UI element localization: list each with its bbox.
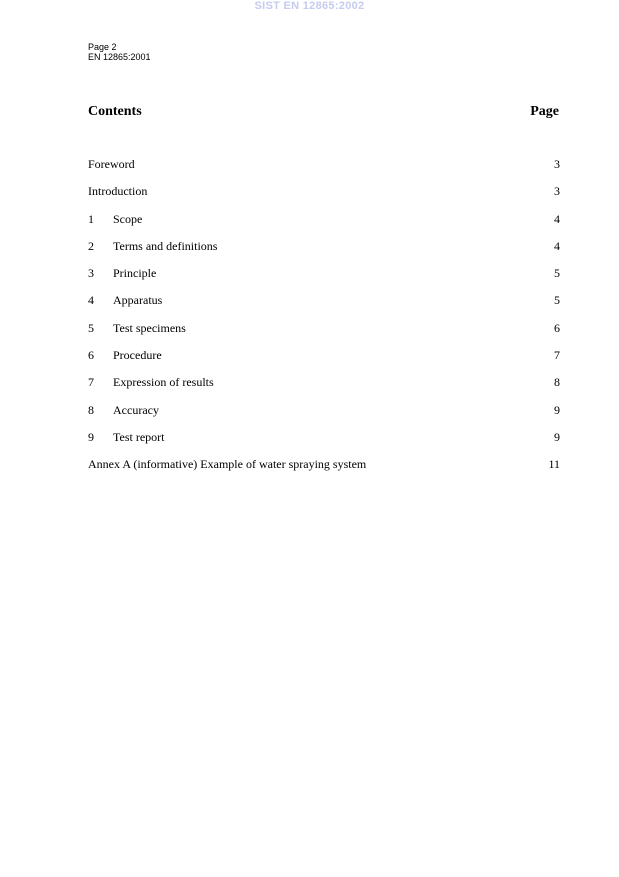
toc-entry-title: Test report — [113, 429, 165, 444]
toc-entry-number: 8 — [88, 402, 94, 417]
toc-entry-title: Principle — [113, 266, 157, 281]
toc-entry[interactable] — [88, 184, 560, 211]
table-of-contents — [88, 157, 560, 485]
toc-entry-title: Apparatus — [113, 293, 163, 308]
toc-entry-title: Annex A (informative) Example of water spraying system — [88, 457, 367, 472]
toc-entry[interactable] — [88, 293, 560, 320]
toc-entry-number: 1 — [88, 211, 94, 226]
toc-entry-page: 5 — [554, 293, 560, 308]
toc-entry[interactable] — [88, 212, 560, 239]
toc-entry-page: 3 — [554, 184, 560, 199]
toc-entry-title: Expression of results — [113, 375, 214, 390]
page-number: Page 2 — [88, 42, 117, 52]
toc-entry-title: Scope — [113, 211, 143, 226]
toc-entry-page: 9 — [554, 429, 560, 444]
toc-entry-number: 2 — [88, 238, 94, 253]
standard-id: EN 12865:2001 — [88, 52, 151, 62]
toc-entry-number: 6 — [88, 348, 94, 363]
toc-entry-title: Introduction — [88, 184, 148, 199]
toc-entry-title: Foreword — [88, 157, 135, 171]
toc-entry[interactable] — [88, 375, 560, 402]
toc-entry-title: Test specimens — [113, 320, 186, 335]
toc-entry-title: Terms and definitions — [113, 238, 218, 253]
toc-entry-page: 5 — [554, 266, 560, 281]
page-column-label: Page — [530, 104, 559, 119]
watermark: SIST EN 12865:2002 — [254, 0, 365, 12]
toc-entry-page: 6 — [554, 320, 560, 335]
toc-entry[interactable] — [88, 430, 560, 457]
toc-entry-page: 11 — [548, 457, 560, 472]
toc-entry-title: Procedure — [113, 348, 162, 363]
toc-entry-number: 4 — [88, 293, 94, 308]
page-header — [88, 42, 151, 62]
toc-entry-page: 9 — [554, 402, 560, 417]
contents-title: Contents — [88, 104, 142, 119]
toc-entry-number: 5 — [88, 320, 94, 335]
toc-entry-number: 3 — [88, 266, 94, 281]
toc-entry[interactable] — [88, 348, 560, 375]
toc-entry-page: 3 — [554, 157, 560, 171]
toc-entry-page: 7 — [554, 348, 560, 363]
toc-entry[interactable] — [88, 266, 560, 293]
toc-entry[interactable] — [88, 403, 560, 430]
toc-entry-page: 4 — [554, 238, 560, 253]
toc-entry[interactable] — [88, 239, 560, 266]
toc-entry-number: 7 — [88, 375, 94, 390]
toc-entry[interactable] — [88, 457, 560, 484]
toc-entry-page: 4 — [554, 211, 560, 226]
contents-heading — [88, 104, 559, 122]
toc-entry-page: 8 — [554, 375, 560, 390]
toc-entry-title: Accuracy — [113, 402, 159, 417]
toc-entry-number: 9 — [88, 429, 94, 444]
toc-entry[interactable] — [88, 157, 560, 184]
toc-entry[interactable] — [88, 321, 560, 348]
